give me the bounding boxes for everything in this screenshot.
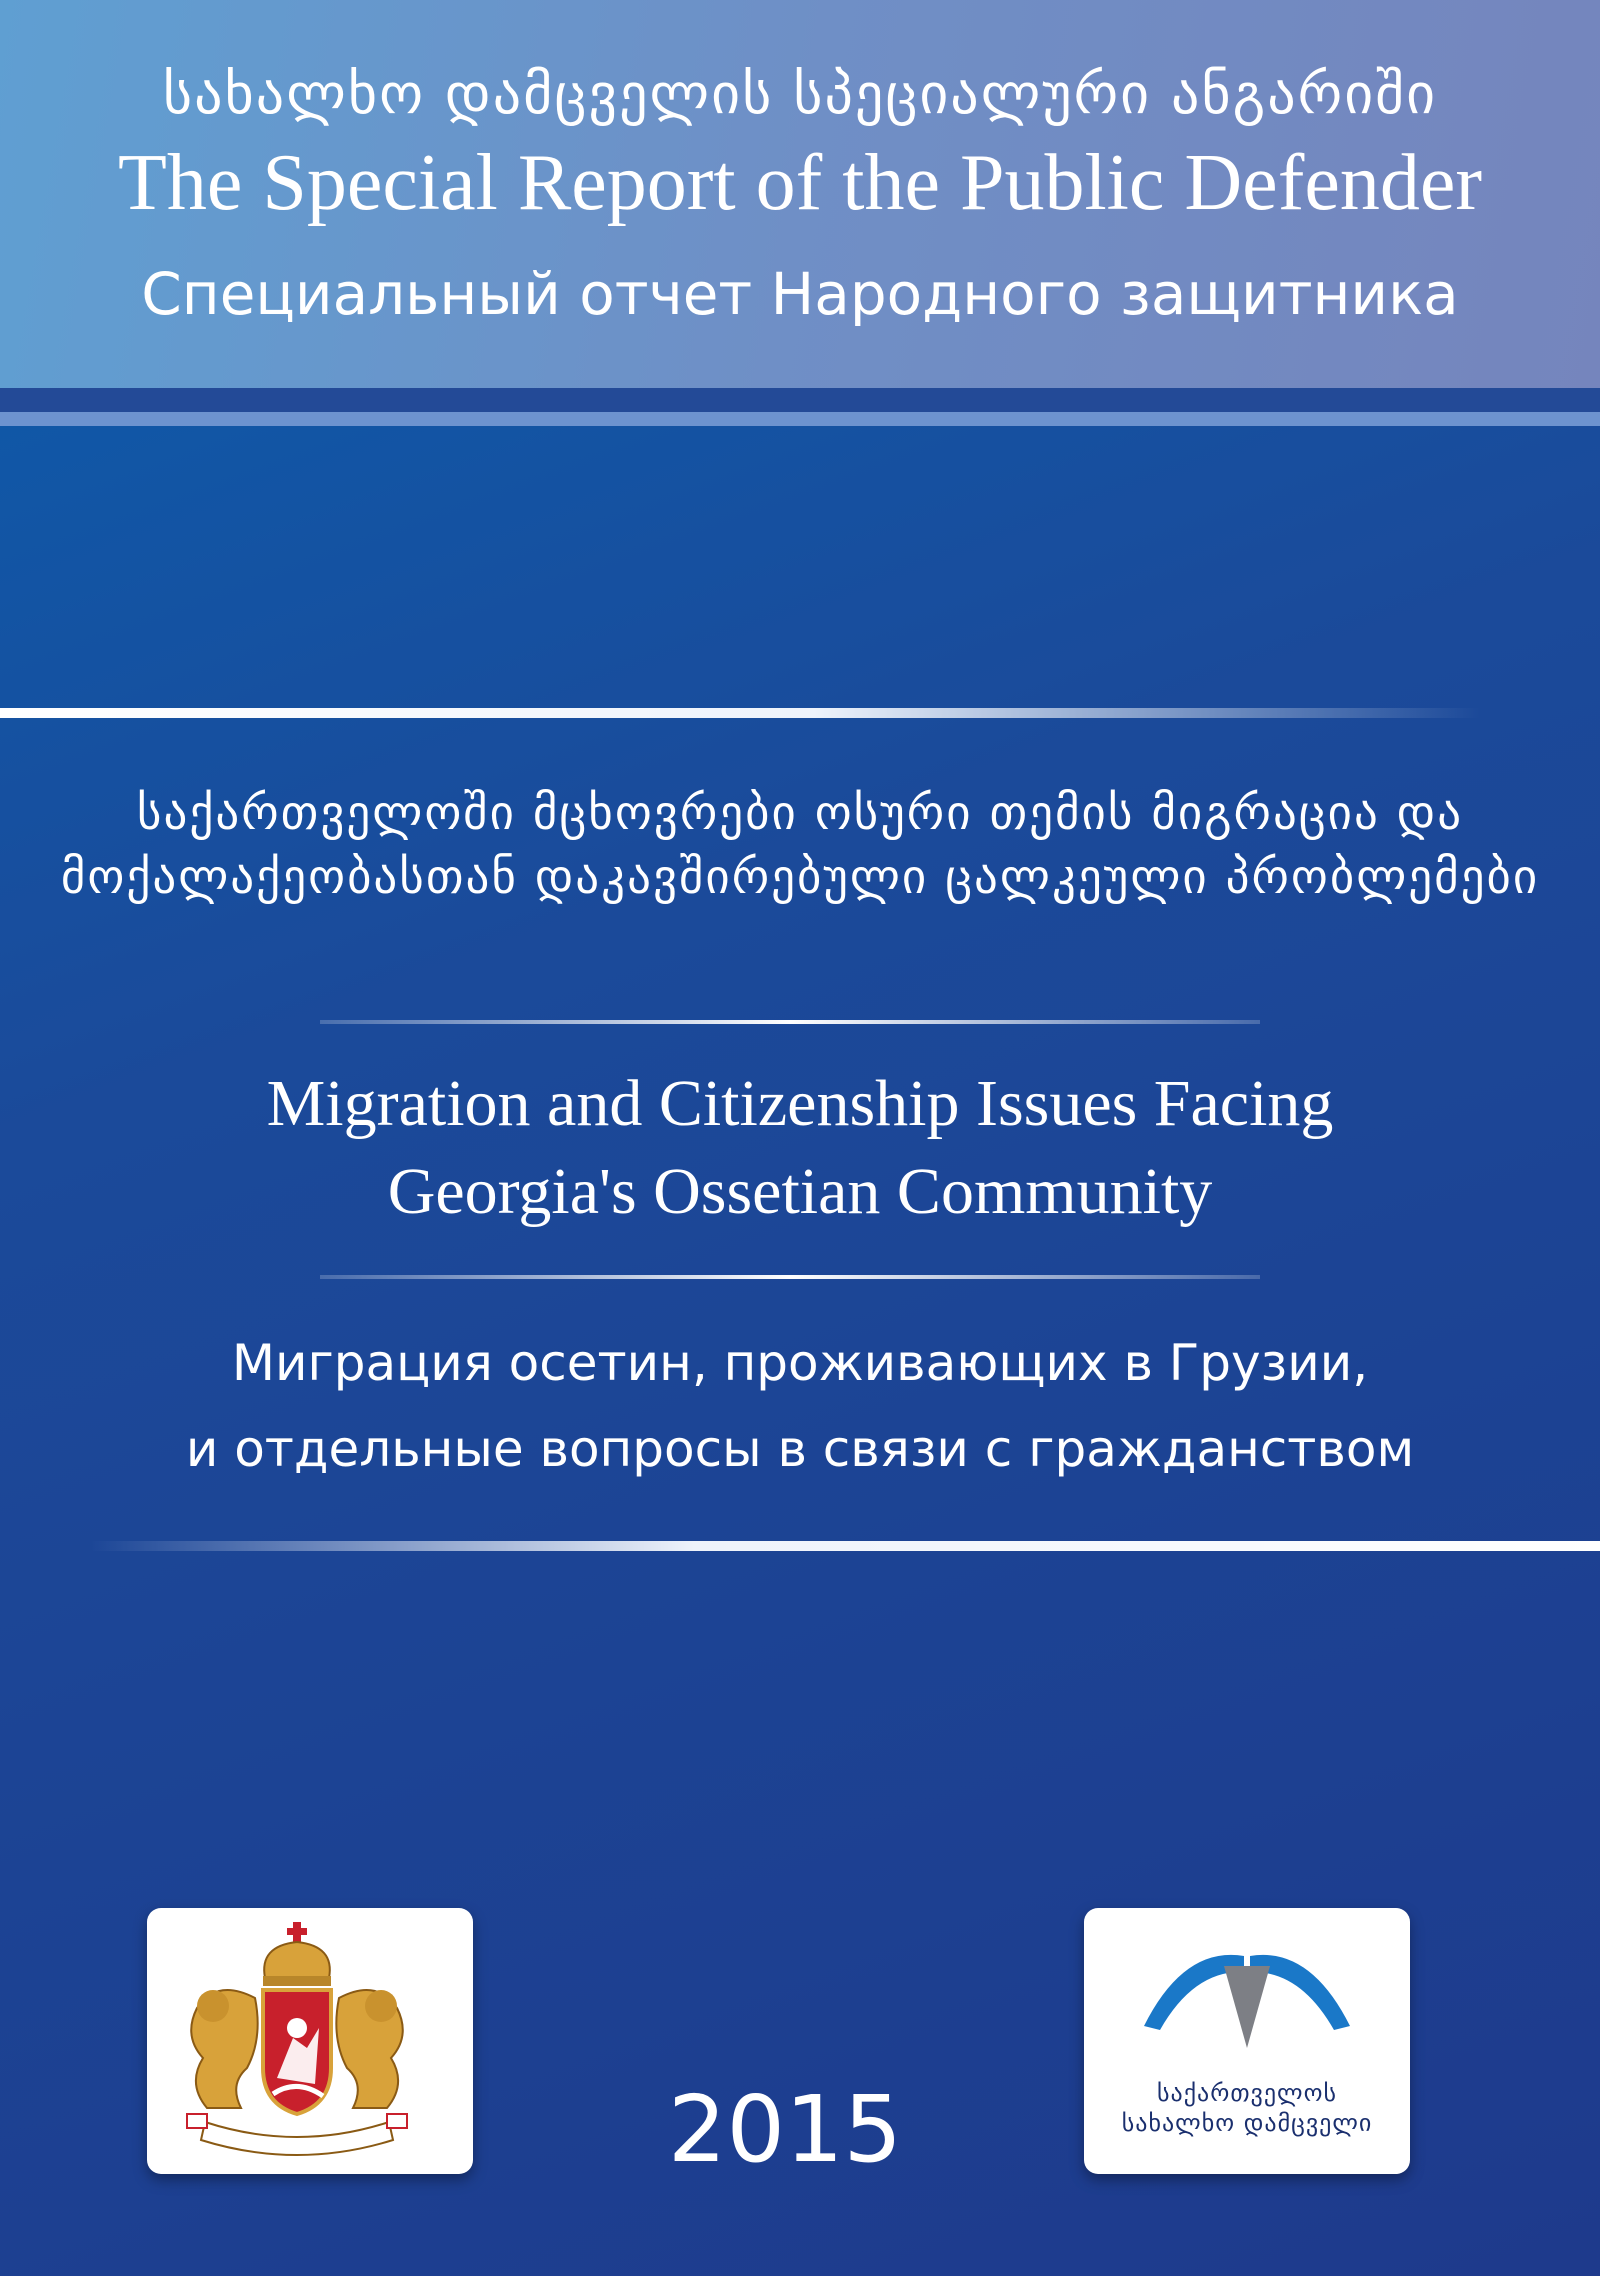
report-title-russian-line2: и отдельные вопросы в связи с гражданством bbox=[185, 1420, 1415, 1478]
motto-ribbon bbox=[187, 2114, 407, 2155]
crown-icon bbox=[263, 1922, 331, 1986]
coat-of-arms-card bbox=[147, 1908, 473, 2174]
coat-of-arms-icon bbox=[147, 1908, 473, 2174]
report-title-russian-line1: Миграция осетин, проживающих в Грузии, bbox=[231, 1334, 1369, 1392]
lion-right-icon bbox=[336, 1990, 402, 2108]
header-divider-light bbox=[0, 412, 1600, 426]
thin-divider-lower bbox=[320, 1275, 1260, 1279]
logo-text-line2: სახალხო დამცველი bbox=[1121, 2109, 1373, 2137]
header-divider-dark bbox=[0, 388, 1600, 412]
public-defender-logo-text bbox=[1084, 2078, 1410, 2138]
header-banner bbox=[0, 0, 1600, 388]
publication-year: 2015 bbox=[667, 2076, 903, 2183]
header-title-english: The Special Report of the Public Defender bbox=[118, 139, 1482, 227]
lion-left-icon bbox=[191, 1990, 257, 2108]
bottom-divider-rule bbox=[90, 1541, 1600, 1551]
header-title-georgian: სახალხო დამცველის სპეციალური ანგარიში bbox=[162, 62, 1438, 127]
header-title-russian: Специальный отчет Народного защитника bbox=[141, 260, 1459, 328]
report-title-english bbox=[60, 1060, 1540, 1236]
report-title-english-line1: Migration and Citizenship Issues Facing bbox=[266, 1067, 1334, 1140]
thin-divider-upper bbox=[320, 1020, 1260, 1024]
logo-text-line1: საქართველოს bbox=[1157, 2079, 1337, 2107]
shield-icon bbox=[263, 1990, 331, 2114]
public-defender-logo-card bbox=[1084, 1908, 1410, 2174]
report-title-russian bbox=[60, 1320, 1540, 1492]
public-defender-logo-icon bbox=[1084, 1908, 1410, 2078]
top-divider-rule bbox=[0, 708, 1480, 718]
report-title-georgian: საქართველოში მცხოვრები ოსური თემის მიგრაცია და მოქალაქეობასთან დაკავშირებული ცალკეული პრობლემები bbox=[60, 786, 1540, 905]
report-title-english-line2: Georgia's Ossetian Community bbox=[387, 1155, 1213, 1228]
